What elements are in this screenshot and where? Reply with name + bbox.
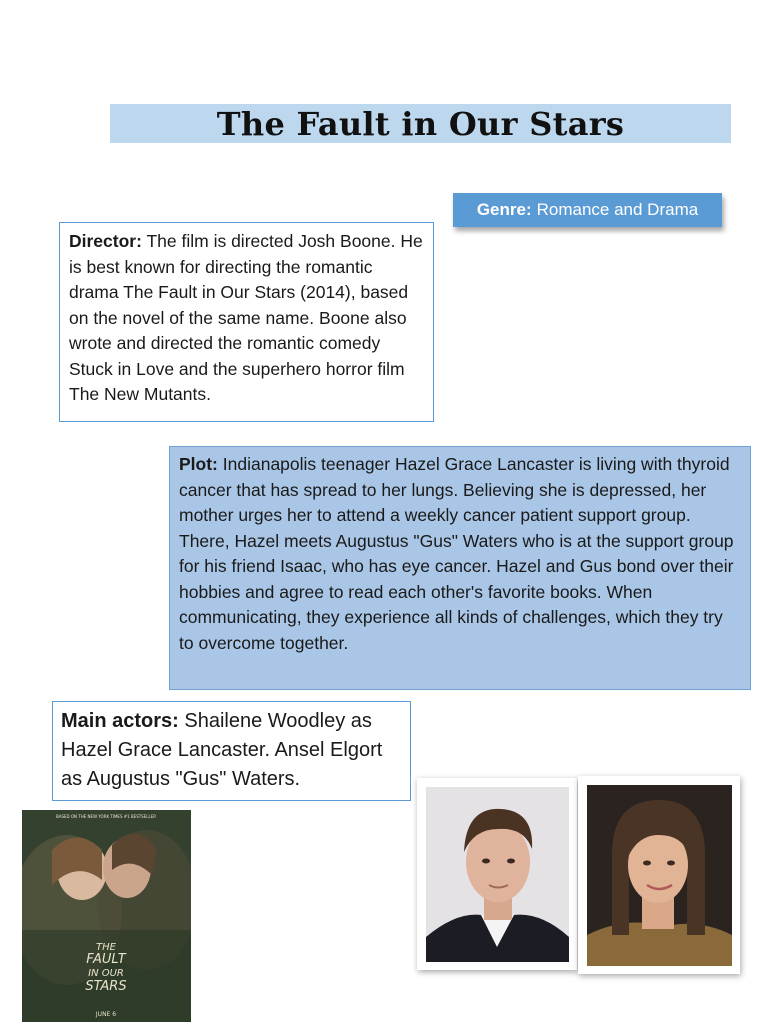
poster-art xyxy=(22,810,191,1022)
poster-date: JUNE 6 xyxy=(95,1011,117,1018)
plot-text: Indianapolis teenager Hazel Grace Lancaster is living with thyroid cancer that has spread to her lungs. Believing she is depressed, her mother urges her to attend a weekly cancer patient support group. There, Hazel meets Augustus "Gus" Waters who is at the support group for his friend Isaac, who has eye cancer. Hazel and Gus bond over their hobbies and agree to read each other's favorite books. When communicating, they experience all kinds of challenges, which they try to overcome together. xyxy=(179,454,734,653)
poster-title-line: THE xyxy=(96,942,116,953)
actors-box xyxy=(52,701,411,801)
actor-photo-frame xyxy=(578,776,740,974)
actors-label: Main actors: xyxy=(61,710,179,732)
page-title: The Fault in Our Stars xyxy=(216,104,625,143)
poster-title-line: FAULT xyxy=(86,952,126,967)
actor-photo-shailene-woodley xyxy=(587,785,732,966)
director-text: The film is directed Josh Boone. He is best known for directing the romantic drama The Fault in Our Stars (2014), based on the novel of the same name. Boone also wrote and directed the romantic comedy Stuck in Love and the superhero horror film The New Mutants. xyxy=(69,231,423,404)
movie-poster xyxy=(22,810,191,1022)
poster-title-line: IN OUR xyxy=(88,968,124,979)
director-box xyxy=(59,222,434,422)
genre-callout xyxy=(453,193,722,227)
actor-photo-ansel-elgort xyxy=(426,787,569,962)
poster-title-line: STARS xyxy=(85,979,127,994)
actors-text: Shailene Woodley as Hazel Grace Lancaster. Ansel Elgort as Augustus "Gus" Waters. xyxy=(61,710,383,790)
poster-tagline: BASED ON THE NEW YORK TIMES #1 BESTSELLER xyxy=(55,814,157,819)
title-banner xyxy=(110,104,731,143)
actor-photo-frame xyxy=(417,778,577,970)
genre-label: Genre: xyxy=(476,200,532,219)
genre-value: Romance and Drama xyxy=(536,200,699,219)
plot-label: Plot: xyxy=(179,454,218,474)
director-label: Director: xyxy=(69,231,142,251)
plot-box xyxy=(169,446,751,690)
